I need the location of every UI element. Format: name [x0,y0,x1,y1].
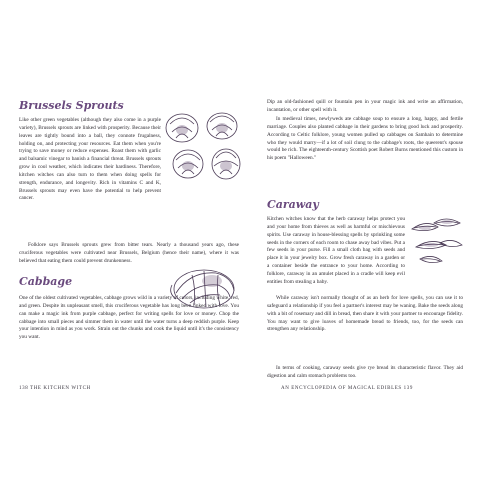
cabbage-medieval-paragraph: In medieval times, newlyweds ate cabbage soup to ensure a long, happy, and fertile marriage. Couples also planted cabbage in their gardens to bring good luck and prosperity. According to Celtic folklore, young women pulled up cabbages on Samhain to determine who they would marry—if a lot of soil clung to the cabbage's roots, the queerent's spouse would be rich. The eighteenth-century Scottish poet Robert Burns mentioned this custom in his poem "Halloween." [267,116,463,162]
brussels-sprouts-paragraph-1: Like other green vegetables (although they also come in a purple variety), Brussels sprouts are linked with prosperity. Because their leaves are tightly bound into a ball, they connote frugalness, holding on, and protecting your resources. Eat them when you're trying to save money or reduce expenses. Roast them with garlic and balsamic vinegar to banish a financial threat. Brussels sprouts grow in cool weather, which indicates their hardiness. Therefore, kitchen witches can also turn to them when doing spells for strength, endurance, and longevity. Rich in vitamins C and K, Brussels sprouts may even have the potential to help prevent cancer. [19,117,161,202]
brussels-sprouts-paragraph-2: Folklore says Brussels sprouts grew from bitter tears. Nearly a thousand years ago, these cruciferous vegetables were cultivated near Brussels, Belgium (hence their name), where it was believed that eating them could prevent drunkenness. [19,242,239,264]
caraway-seeds-illustration [408,217,464,267]
caraway-paragraph-2: While caraway isn't normally thought of as an herb for love spells, you can use it to safeguard a relationship if you feel a partner's interest may be waning. Bake the seeds along with a bit of rosemary and dill in bread, then share it with your partner to encourage fidelity. You may want to give loaves of homemade bread to friends, too, for the seeds can strengthen any relationship. [267,295,463,333]
cabbage-ink-continuation: Dip an old-fashioned quill or fountain pen in your magic ink and write an affirmation, incantation, or other spell with it. [267,99,463,113]
cabbage-paragraph-1: One of the oldest cultivated vegetables, cabbage grows wild in a variety of colors, including white, red, and green. Despite its unpleasant smell, this cruciferous vegetable has long been linked with love. You can make a magic ink from purple cabbage, perfect for writing spells for love or money. Chop the cabbage into small pieces and simmer them in water until the water turns a deep reddish purple. Keep your intention in mind as you work. Strain out the chunks and cook the liquid until it's the consistency you want. [19,295,239,341]
right-page-footer: AN ENCYCLOPEDIA OF MAGICAL EDIBLES 139 [281,386,413,391]
caraway-heading: Caraway [267,198,319,211]
cabbage-illustration [166,263,238,311]
caraway-paragraph-3: In terms of cooking, caraway seeds give rye bread its characteristic flavor. They aid digestion and calm stomach problems too. [267,365,463,379]
brussels-sprouts-illustration [162,108,246,186]
caraway-paragraph-1: Kitchen witches know that the herb caraway helps protect you and your home from thieves as well as harmful or mischievous spirits. Use caraway in house-blessing spells by sprinkling some seeds in the corners of each room to chase away bad vibes. Put a few seeds in your purse. Fill a small cloth bag with seeds and place it in your jewelry box. Grow fresh caraway in a garden or a container beside the entrance to your home. According to folklore, caraway in an amulet placed in a cradle will keep evil entities from stealing a baby. [267,216,405,285]
cabbage-heading: Cabbage [19,275,73,288]
brussels-sprouts-heading: Brussels Sprouts [19,99,124,112]
left-page-footer: 138 THE KITCHEN WITCH [19,386,91,391]
